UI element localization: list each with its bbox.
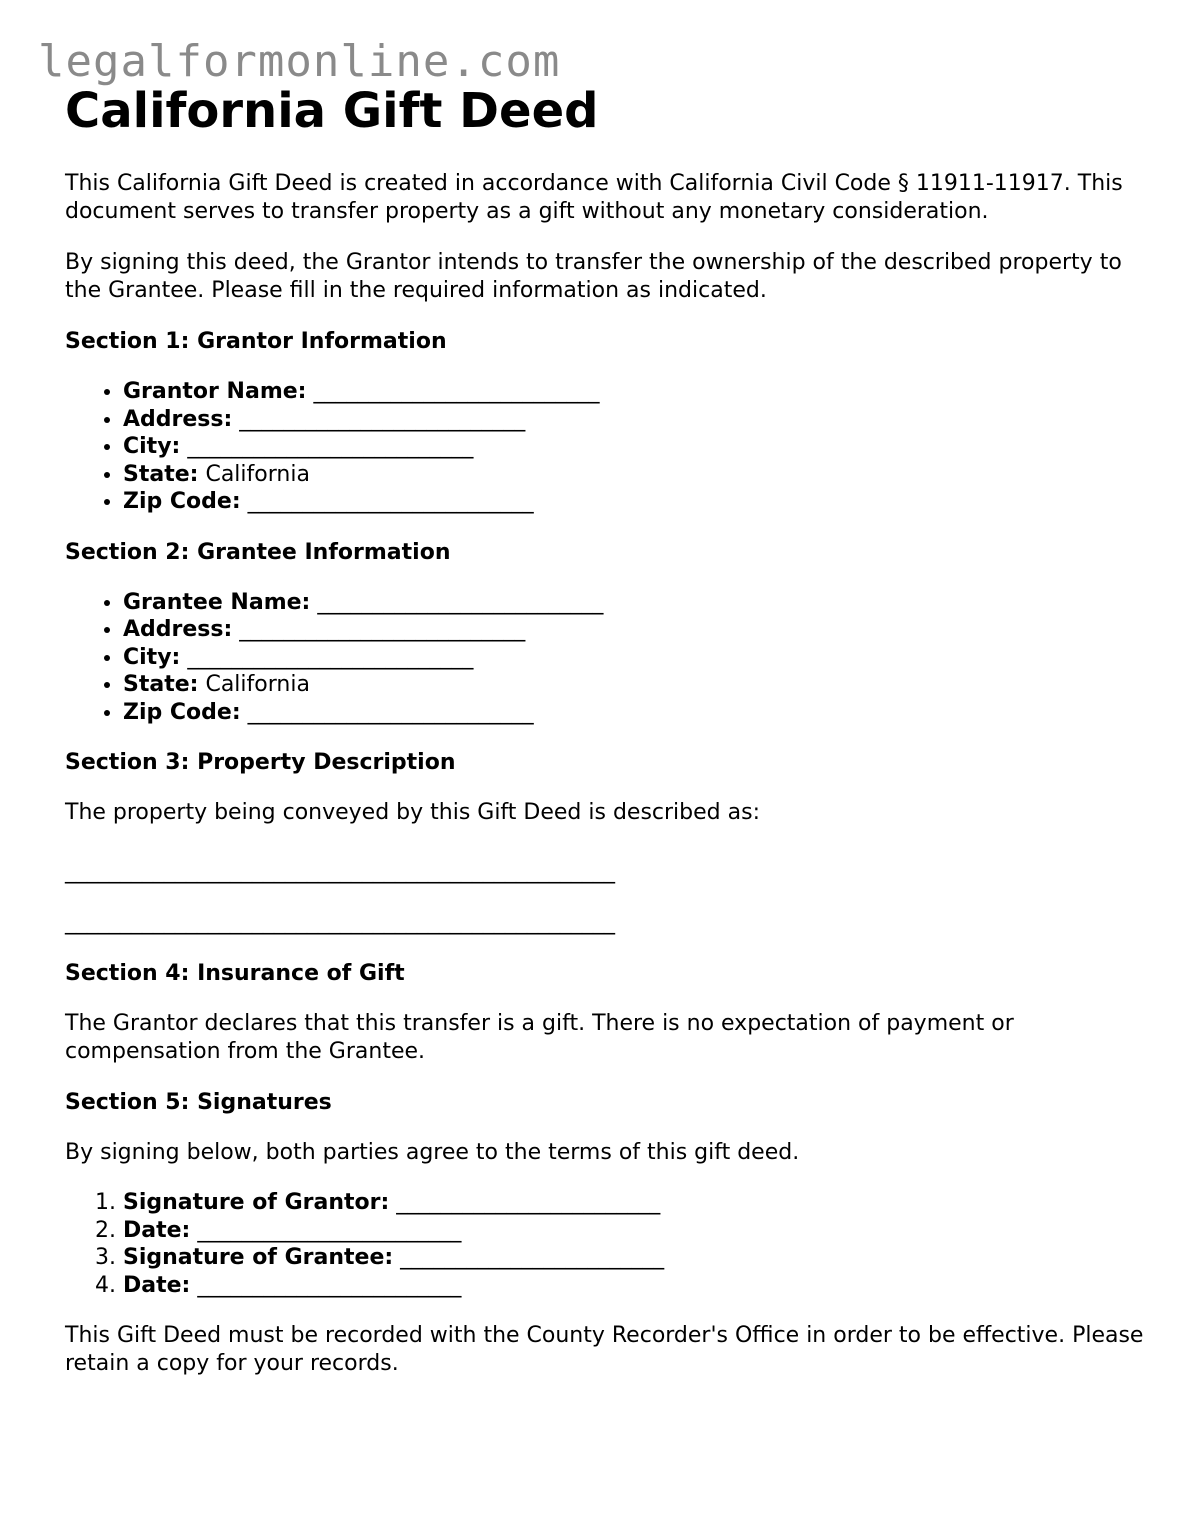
field-label: Date:: [123, 1272, 191, 1298]
field-label: Signature of Grantor:: [123, 1190, 390, 1215]
list-item: [123, 671, 1145, 699]
grantee-info-list: [65, 589, 1145, 727]
section-5-heading: Section 5: Signatures: [65, 1090, 332, 1115]
document-body: [65, 82, 1145, 1378]
field-label: City:: [123, 644, 181, 670]
list-item: [123, 433, 1145, 461]
list-item: [123, 644, 1145, 672]
list-item: [123, 1244, 1145, 1272]
field-label: Grantee Name:: [123, 589, 311, 615]
grantee-state-value: California: [205, 672, 310, 697]
grantee-city-field[interactable]: __________________________: [187, 644, 474, 670]
field-label: Address:: [123, 406, 233, 432]
list-item: [123, 699, 1145, 727]
grantee-signature-field[interactable]: ________________________: [400, 1245, 665, 1270]
field-label: Grantor Name:: [123, 379, 307, 404]
grantee-zip-field[interactable]: __________________________: [247, 699, 534, 725]
property-description-text: The property being conveyed by this Gift Deed is described as:: [65, 800, 760, 825]
field-label: Address:: [123, 617, 233, 642]
field-label: Signature of Grantee:: [123, 1245, 394, 1270]
grantee-name-field[interactable]: __________________________: [317, 589, 604, 615]
list-item: [123, 616, 1145, 644]
field-label: Date:: [123, 1217, 191, 1243]
section-1-heading: Section 1: Grantor Information: [65, 329, 447, 354]
recording-notice: This Gift Deed must be recorded with the County Recorder's Office in order to be effective. Please retain a copy for your records.: [65, 1323, 1144, 1376]
intro-paragraph-2: By signing this deed, the Grantor intends to transfer the ownership of the described property to the Grantee. Please fill in the required information as indicated.: [65, 250, 1122, 303]
list-item: [123, 1217, 1145, 1245]
grantor-signature-field[interactable]: ________________________: [396, 1190, 661, 1215]
field-label: State:: [123, 672, 199, 697]
list-item: [123, 1272, 1145, 1300]
list-item: [123, 378, 1145, 406]
property-description-line-2[interactable]: __________________________________________________: [65, 910, 615, 935]
section-4-heading: Section 4: Insurance of Gift: [65, 961, 405, 986]
field-label: State:: [123, 461, 199, 487]
field-label: Zip Code:: [123, 489, 241, 514]
grantor-info-list: [65, 378, 1145, 516]
grantee-address-field[interactable]: __________________________: [239, 617, 526, 642]
list-item: [123, 461, 1145, 489]
grantor-state-value: California: [205, 461, 310, 487]
signature-list: [65, 1189, 1145, 1299]
gift-declaration-text: The Grantor declares that this transfer is a gift. There is no expectation of payment or compensation from the Grantee.: [65, 1011, 1014, 1064]
section-3-heading: Section 3: Property Description: [65, 750, 456, 775]
grantor-address-field[interactable]: __________________________: [239, 406, 526, 432]
list-item: [123, 406, 1145, 434]
list-item: [123, 589, 1145, 617]
list-item: [123, 488, 1145, 516]
list-item: [123, 1189, 1145, 1217]
grantor-date-field[interactable]: ________________________: [197, 1217, 462, 1243]
page-title: California Gift Deed: [65, 83, 599, 139]
field-label: City:: [123, 434, 181, 459]
grantor-zip-field[interactable]: __________________________: [247, 489, 534, 514]
section-2-heading: Section 2: Grantee Information: [65, 539, 451, 565]
grantor-city-field[interactable]: __________________________: [187, 434, 474, 459]
field-label: Zip Code:: [123, 699, 241, 725]
site-watermark: legalformonline.com: [38, 36, 561, 87]
signatures-intro-text: By signing below, both parties agree to the terms of this gift deed.: [65, 1140, 800, 1165]
property-description-line-1[interactable]: __________________________________________________: [65, 859, 615, 884]
grantor-name-field[interactable]: __________________________: [313, 379, 600, 404]
grantee-date-field[interactable]: ________________________: [197, 1272, 462, 1298]
intro-paragraph-1: This California Gift Deed is created in accordance with California Civil Code § 11911-11917. This document serves to transfer property as a gift without any monetary consideration.: [65, 171, 1123, 224]
